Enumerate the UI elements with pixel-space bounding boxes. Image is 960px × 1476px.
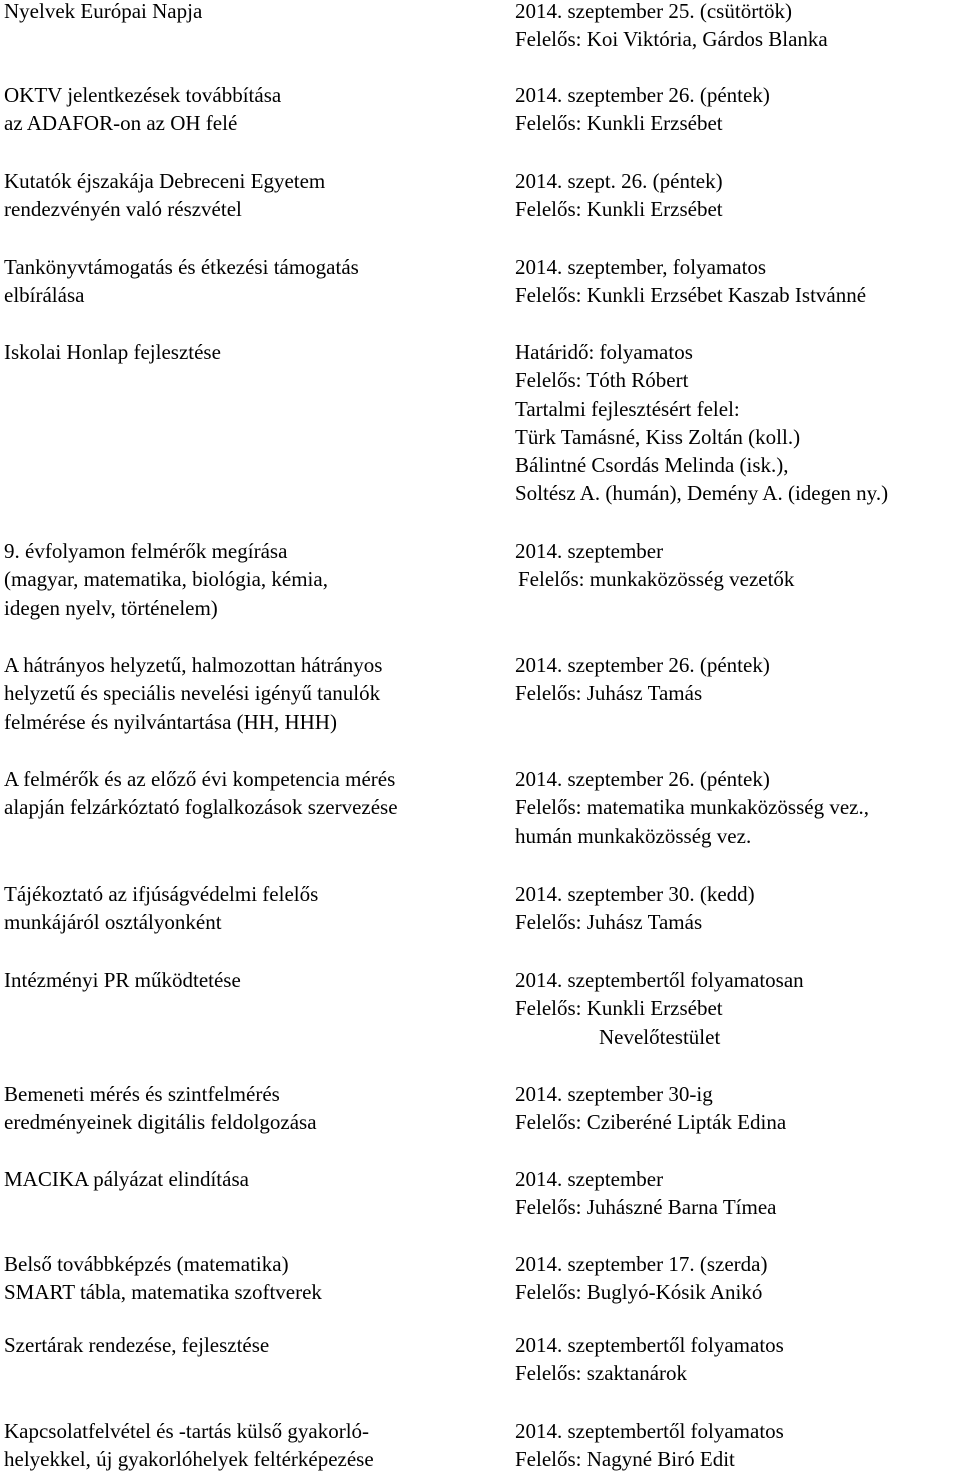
task-line: SMART tábla, matematika szoftverek (4, 1280, 322, 1305)
task-description (4, 81, 504, 138)
deadline-responsible (515, 1417, 960, 1474)
deadline-responsible (515, 1331, 960, 1388)
responsible-line: Felelős: Juhász Tamás (515, 910, 703, 935)
task-line: idegen nyelv, történelem) (4, 595, 218, 620)
responsible-line: Felelős: Cziberéné Lipták Edina (515, 1110, 787, 1135)
responsible-line: Felelős: Koi Viktória, Gárdos Blanka (515, 27, 828, 52)
task-line: az ADAFOR-on az OH felé (4, 111, 238, 136)
deadline-responsible (515, 81, 960, 138)
responsible-line: Felelős: Kunkli Erzsébet (515, 197, 723, 222)
deadline-line: 2014. szeptember 26. (péntek) (515, 653, 770, 677)
responsible-line: Felelős: Juhászné Barna Tímea (515, 1195, 777, 1220)
deadline-responsible (515, 1250, 960, 1307)
task-line: elbírálása (4, 283, 85, 308)
task-description (4, 1331, 504, 1359)
responsible-line: Bálintné Csordás Melinda (isk.), (515, 453, 789, 478)
deadline-line: 2014. szeptember 25. (csütörtök) (515, 0, 793, 23)
responsible-line: Felelős: Nagyné Biró Edit (515, 1447, 735, 1472)
deadline-line: 2014. szeptember (515, 1167, 664, 1191)
deadline-responsible (515, 966, 960, 1051)
task-line: Bemeneti mérés és szintfelmérés (4, 1082, 280, 1106)
task-line: Tankönyvtámogatás és étkezési támogatás (4, 255, 359, 279)
deadline-responsible (515, 0, 960, 54)
task-line: Nyelvek Európai Napja (4, 0, 203, 23)
task-line: Iskolai Honlap fejlesztése (4, 340, 221, 364)
task-line: MACIKA pályázat elindítása (4, 1167, 249, 1191)
task-description (4, 338, 504, 366)
task-line: Belső továbbképzés (matematika) (4, 1252, 289, 1276)
task-line: rendezvényén való részvétel (4, 197, 242, 222)
deadline-responsible (515, 1080, 960, 1137)
responsible-line: Felelős: szaktanárok (515, 1361, 688, 1386)
deadline-responsible (515, 880, 960, 937)
task-description (4, 167, 504, 224)
deadline-line: 2014. szeptember 30. (kedd) (515, 882, 755, 906)
task-description (4, 651, 504, 736)
task-line: felmérése és nyilvántartása (HH, HHH) (4, 709, 337, 734)
deadline-line: Határidő: folyamatos (515, 340, 693, 364)
responsible-line: Felelős: Kunkli Erzsébet Kaszab Istvánné (515, 283, 867, 308)
task-line: eredményeinek digitális feldolgozása (4, 1110, 317, 1135)
deadline-line: 2014. szeptember (515, 539, 664, 563)
task-description (4, 0, 504, 25)
task-line: alapján felzárkóztató foglalkozások szervezése (4, 795, 398, 820)
deadline-line: 2014. szeptember 26. (péntek) (515, 83, 770, 107)
responsible-line: Felelős: Kunkli Erzsébet (515, 111, 723, 136)
deadline-line: 2014. szeptember 17. (szerda) (515, 1252, 768, 1276)
task-description (4, 966, 504, 994)
deadline-responsible (515, 651, 960, 708)
task-description (4, 1080, 504, 1137)
task-description (4, 537, 504, 622)
deadline-line: 2014. szeptembertől folyamatos (515, 1419, 784, 1443)
deadline-line: 2014. szept. 26. (péntek) (515, 169, 723, 193)
task-description (4, 880, 504, 937)
task-line: OKTV jelentkezések továbbítása (4, 83, 282, 107)
task-line: Szertárak rendezése, fejlesztése (4, 1333, 270, 1357)
responsible-line: Felelős: matematika munkaközösség vez., (515, 795, 869, 820)
task-line: helyekkel, új gyakorlóhelyek feltérképezése (4, 1447, 374, 1472)
deadline-responsible (515, 253, 960, 310)
deadline-line: 2014. szeptember 26. (péntek) (515, 767, 770, 791)
task-line: Intézményi PR működtetése (4, 968, 241, 992)
deadline-responsible (515, 338, 960, 508)
task-line: helyzetű és speciális nevelési igényű tanulók (4, 681, 381, 706)
responsible-line: Soltész A. (humán), Demény A. (idegen ny.) (515, 481, 889, 506)
responsible-line: Felelős: munkaközösség vezetők (518, 567, 795, 592)
responsible-line: Türk Tamásné, Kiss Zoltán (koll.) (515, 424, 801, 449)
deadline-responsible (515, 765, 960, 850)
task-line: Kapcsolatfelvétel és -tartás külső gyakorló- (4, 1419, 370, 1443)
task-line: A hátrányos helyzetű, halmozottan hátrányos (4, 653, 383, 677)
deadline-responsible (515, 537, 960, 594)
task-description (4, 1165, 504, 1193)
task-description (4, 1417, 504, 1474)
responsible-line: Felelős: Buglyó-Kósik Anikó (515, 1280, 763, 1305)
deadline-line: 2014. szeptembertől folyamatosan (515, 968, 804, 992)
deadline-responsible (515, 167, 960, 224)
task-description (4, 1250, 504, 1307)
task-line: Tájékoztató az ifjúságvédelmi felelős (4, 882, 319, 906)
task-line: A felmérők és az előző évi kompetencia mérés (4, 767, 396, 791)
responsible-line: humán munkaközösség vez. (515, 823, 752, 848)
task-description (4, 765, 504, 822)
responsible-line: Nevelőtestület (599, 1024, 721, 1049)
deadline-line: 2014. szeptember 30-ig (515, 1082, 713, 1106)
deadline-line: 2014. szeptembertől folyamatos (515, 1333, 784, 1357)
responsible-line: Felelős: Juhász Tamás (515, 681, 703, 706)
deadline-responsible (515, 1165, 960, 1222)
task-line: 9. évfolyamon felmérők megírása (4, 539, 288, 563)
deadline-line: 2014. szeptember, folyamatos (515, 255, 767, 279)
task-line: (magyar, matematika, biológia, kémia, (4, 567, 328, 592)
responsible-line: Tartalmi fejlesztésért felel: (515, 396, 740, 421)
task-line: munkájáról osztályonként (4, 910, 222, 935)
task-description (4, 253, 504, 310)
responsible-line: Felelős: Tóth Róbert (515, 368, 689, 393)
responsible-line: Felelős: Kunkli Erzsébet (515, 996, 723, 1021)
task-line: Kutatók éjszakája Debreceni Egyetem (4, 169, 326, 193)
